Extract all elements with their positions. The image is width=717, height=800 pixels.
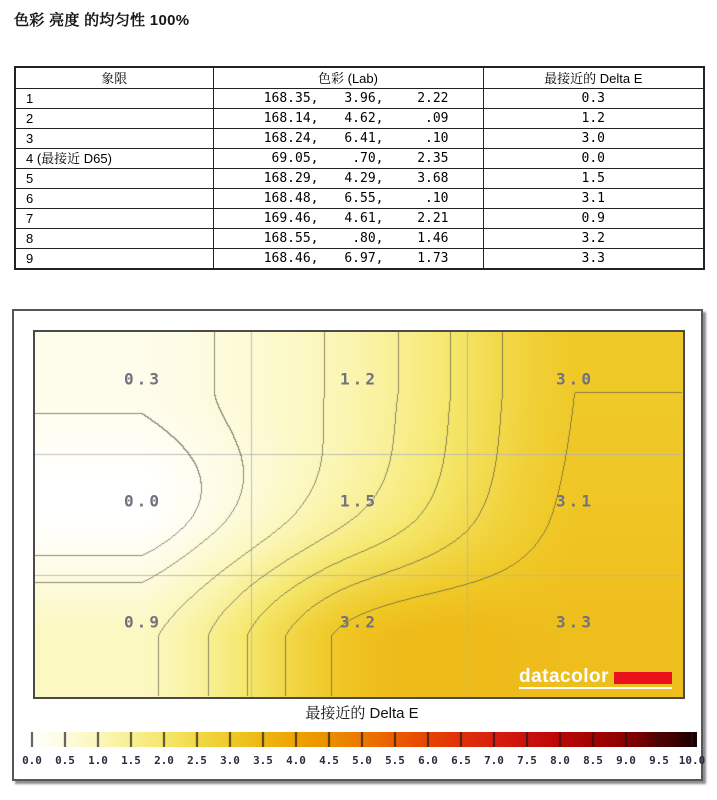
lab-value: 2.35 <box>417 150 449 166</box>
lab-value: .70, <box>352 150 384 166</box>
table-row <box>15 88 704 108</box>
lab-value: 69.05, <box>271 150 319 166</box>
delta-e-cell: 3.3 <box>483 248 704 269</box>
lab-value: 168.24, <box>263 130 319 146</box>
colorbar-tick-label: 2.0 <box>154 754 174 767</box>
delta-e-cell: 3.2 <box>483 228 704 248</box>
table-row <box>15 168 704 188</box>
table-row <box>15 148 704 168</box>
quadrant-cell: 7 <box>15 208 213 228</box>
datacolor-logo-red-bar <box>614 672 672 684</box>
contour-cell-label: 0.0 <box>124 491 162 510</box>
quadrant-cell: 4 (最接近 D65) <box>15 148 213 168</box>
colorbar-tick-label: 8.0 <box>550 754 570 767</box>
contour-plot-area <box>33 330 685 699</box>
lab-cell <box>213 148 483 168</box>
contour-cell-label: 3.1 <box>556 491 594 510</box>
table-row <box>15 188 704 208</box>
lab-value: 169.46, <box>263 210 319 226</box>
table-row <box>15 228 704 248</box>
quadrant-cell: 3 <box>15 128 213 148</box>
uniformity-table <box>14 66 705 270</box>
colorbar-tick-label: 7.5 <box>517 754 537 767</box>
lab-value: 1.73 <box>417 250 449 266</box>
lab-cell <box>213 88 483 108</box>
lab-value: 4.61, <box>344 210 384 226</box>
colorbar-tick-label: 4.5 <box>319 754 339 767</box>
table-row <box>15 108 704 128</box>
quadrant-cell: 1 <box>15 88 213 108</box>
uniformity-contour-figure <box>12 309 706 781</box>
lab-cell <box>213 168 483 188</box>
contour-cell-label: 3.0 <box>556 369 594 389</box>
delta-e-cell: 1.5 <box>483 168 704 188</box>
quadrant-cell: 9 <box>15 248 213 269</box>
colorbar-canvas <box>27 732 697 747</box>
delta-e-cell: 0.9 <box>483 208 704 228</box>
table-row <box>15 208 704 228</box>
lab-value: 168.14, <box>263 110 319 126</box>
colorbar-tick-label: 5.5 <box>385 754 405 767</box>
lab-value: 168.55, <box>263 230 319 246</box>
lab-value: 6.41, <box>344 130 384 146</box>
table-header-row <box>15 67 704 88</box>
lab-cell <box>213 108 483 128</box>
lab-value: 2.22 <box>417 90 449 106</box>
lab-value: 168.48, <box>263 190 319 206</box>
colorbar-tick-label: 3.5 <box>253 754 273 767</box>
lab-cell <box>213 128 483 148</box>
datacolor-logo-text: datacolor <box>518 666 609 687</box>
lab-value: 3.68 <box>417 170 449 186</box>
lab-value: 6.97, <box>344 250 384 266</box>
colorbar-tick-label: 1.0 <box>88 754 108 767</box>
delta-e-cell: 3.0 <box>483 128 704 148</box>
contour-cell-label: 0.3 <box>124 369 162 389</box>
datacolor-logo <box>518 666 672 689</box>
colorbar-tick-label: 1.5 <box>121 754 141 767</box>
lab-cell <box>213 248 483 269</box>
page-title: 色彩 亮度 的均匀性 100% <box>14 12 190 29</box>
lab-value: .80, <box>352 230 384 246</box>
lab-value: 1.46 <box>417 230 449 246</box>
contour-cell-label: 1.5 <box>340 491 378 510</box>
colorbar-tick-label: 9.0 <box>616 754 636 767</box>
lab-value: .09 <box>425 110 449 126</box>
column-header-quadrant: 象限 <box>15 67 213 88</box>
quadrant-cell: 2 <box>15 108 213 128</box>
contour-cell-label: 3.3 <box>556 612 594 632</box>
lab-value: 4.62, <box>344 110 384 126</box>
colorbar-tick-label: 10.0 <box>678 754 706 767</box>
lab-value: 2.21 <box>417 210 449 226</box>
lab-value: 4.29, <box>344 170 384 186</box>
lab-value: 6.55, <box>344 190 384 206</box>
colorbar-tick-label: 0.5 <box>55 754 75 767</box>
delta-e-cell: 0.3 <box>483 88 704 108</box>
contour-cell-label: 0.9 <box>124 612 162 632</box>
colorbar-tick-label: 8.5 <box>583 754 603 767</box>
colorbar-tick-label: 7.0 <box>484 754 504 767</box>
delta-e-cell: 1.2 <box>483 108 704 128</box>
colorbar-tick-label: 6.0 <box>418 754 438 767</box>
colorbar-tick-label: 6.5 <box>451 754 471 767</box>
colorbar-tick-label: 5.0 <box>352 754 372 767</box>
contour-cell-label: 1.2 <box>340 369 378 389</box>
colorbar-tick-label: 0.0 <box>22 754 42 767</box>
contour-cell-label: 3.2 <box>340 612 378 632</box>
delta-e-cell: 3.1 <box>483 188 704 208</box>
column-header-delta-e: 最接近的 Delta E <box>483 67 704 88</box>
quadrant-cell: 6 <box>15 188 213 208</box>
delta-e-cell: 0.0 <box>483 148 704 168</box>
lab-value: 168.35, <box>263 90 319 106</box>
quadrant-cell: 5 <box>15 168 213 188</box>
lab-cell <box>213 188 483 208</box>
table-row <box>15 128 704 148</box>
column-header-lab: 色彩 (Lab) <box>213 67 483 88</box>
lab-value: .10 <box>425 130 449 146</box>
lab-value: 3.96, <box>344 90 384 106</box>
colorbar-tick-label: 4.0 <box>286 754 306 767</box>
colorbar-title: 最接近的 Delta E <box>305 705 419 722</box>
colorbar-tick-label: 2.5 <box>187 754 207 767</box>
colorbar-tick-label: 3.0 <box>220 754 240 767</box>
table-row <box>15 248 704 269</box>
quadrant-cell: 8 <box>15 228 213 248</box>
lab-cell <box>213 228 483 248</box>
lab-cell <box>213 208 483 228</box>
colorbar-tick-label: 9.5 <box>649 754 669 767</box>
lab-value: .10 <box>425 190 449 206</box>
lab-value: 168.29, <box>263 170 319 186</box>
uniformity-table-body <box>15 88 704 269</box>
lab-value: 168.46, <box>263 250 319 266</box>
